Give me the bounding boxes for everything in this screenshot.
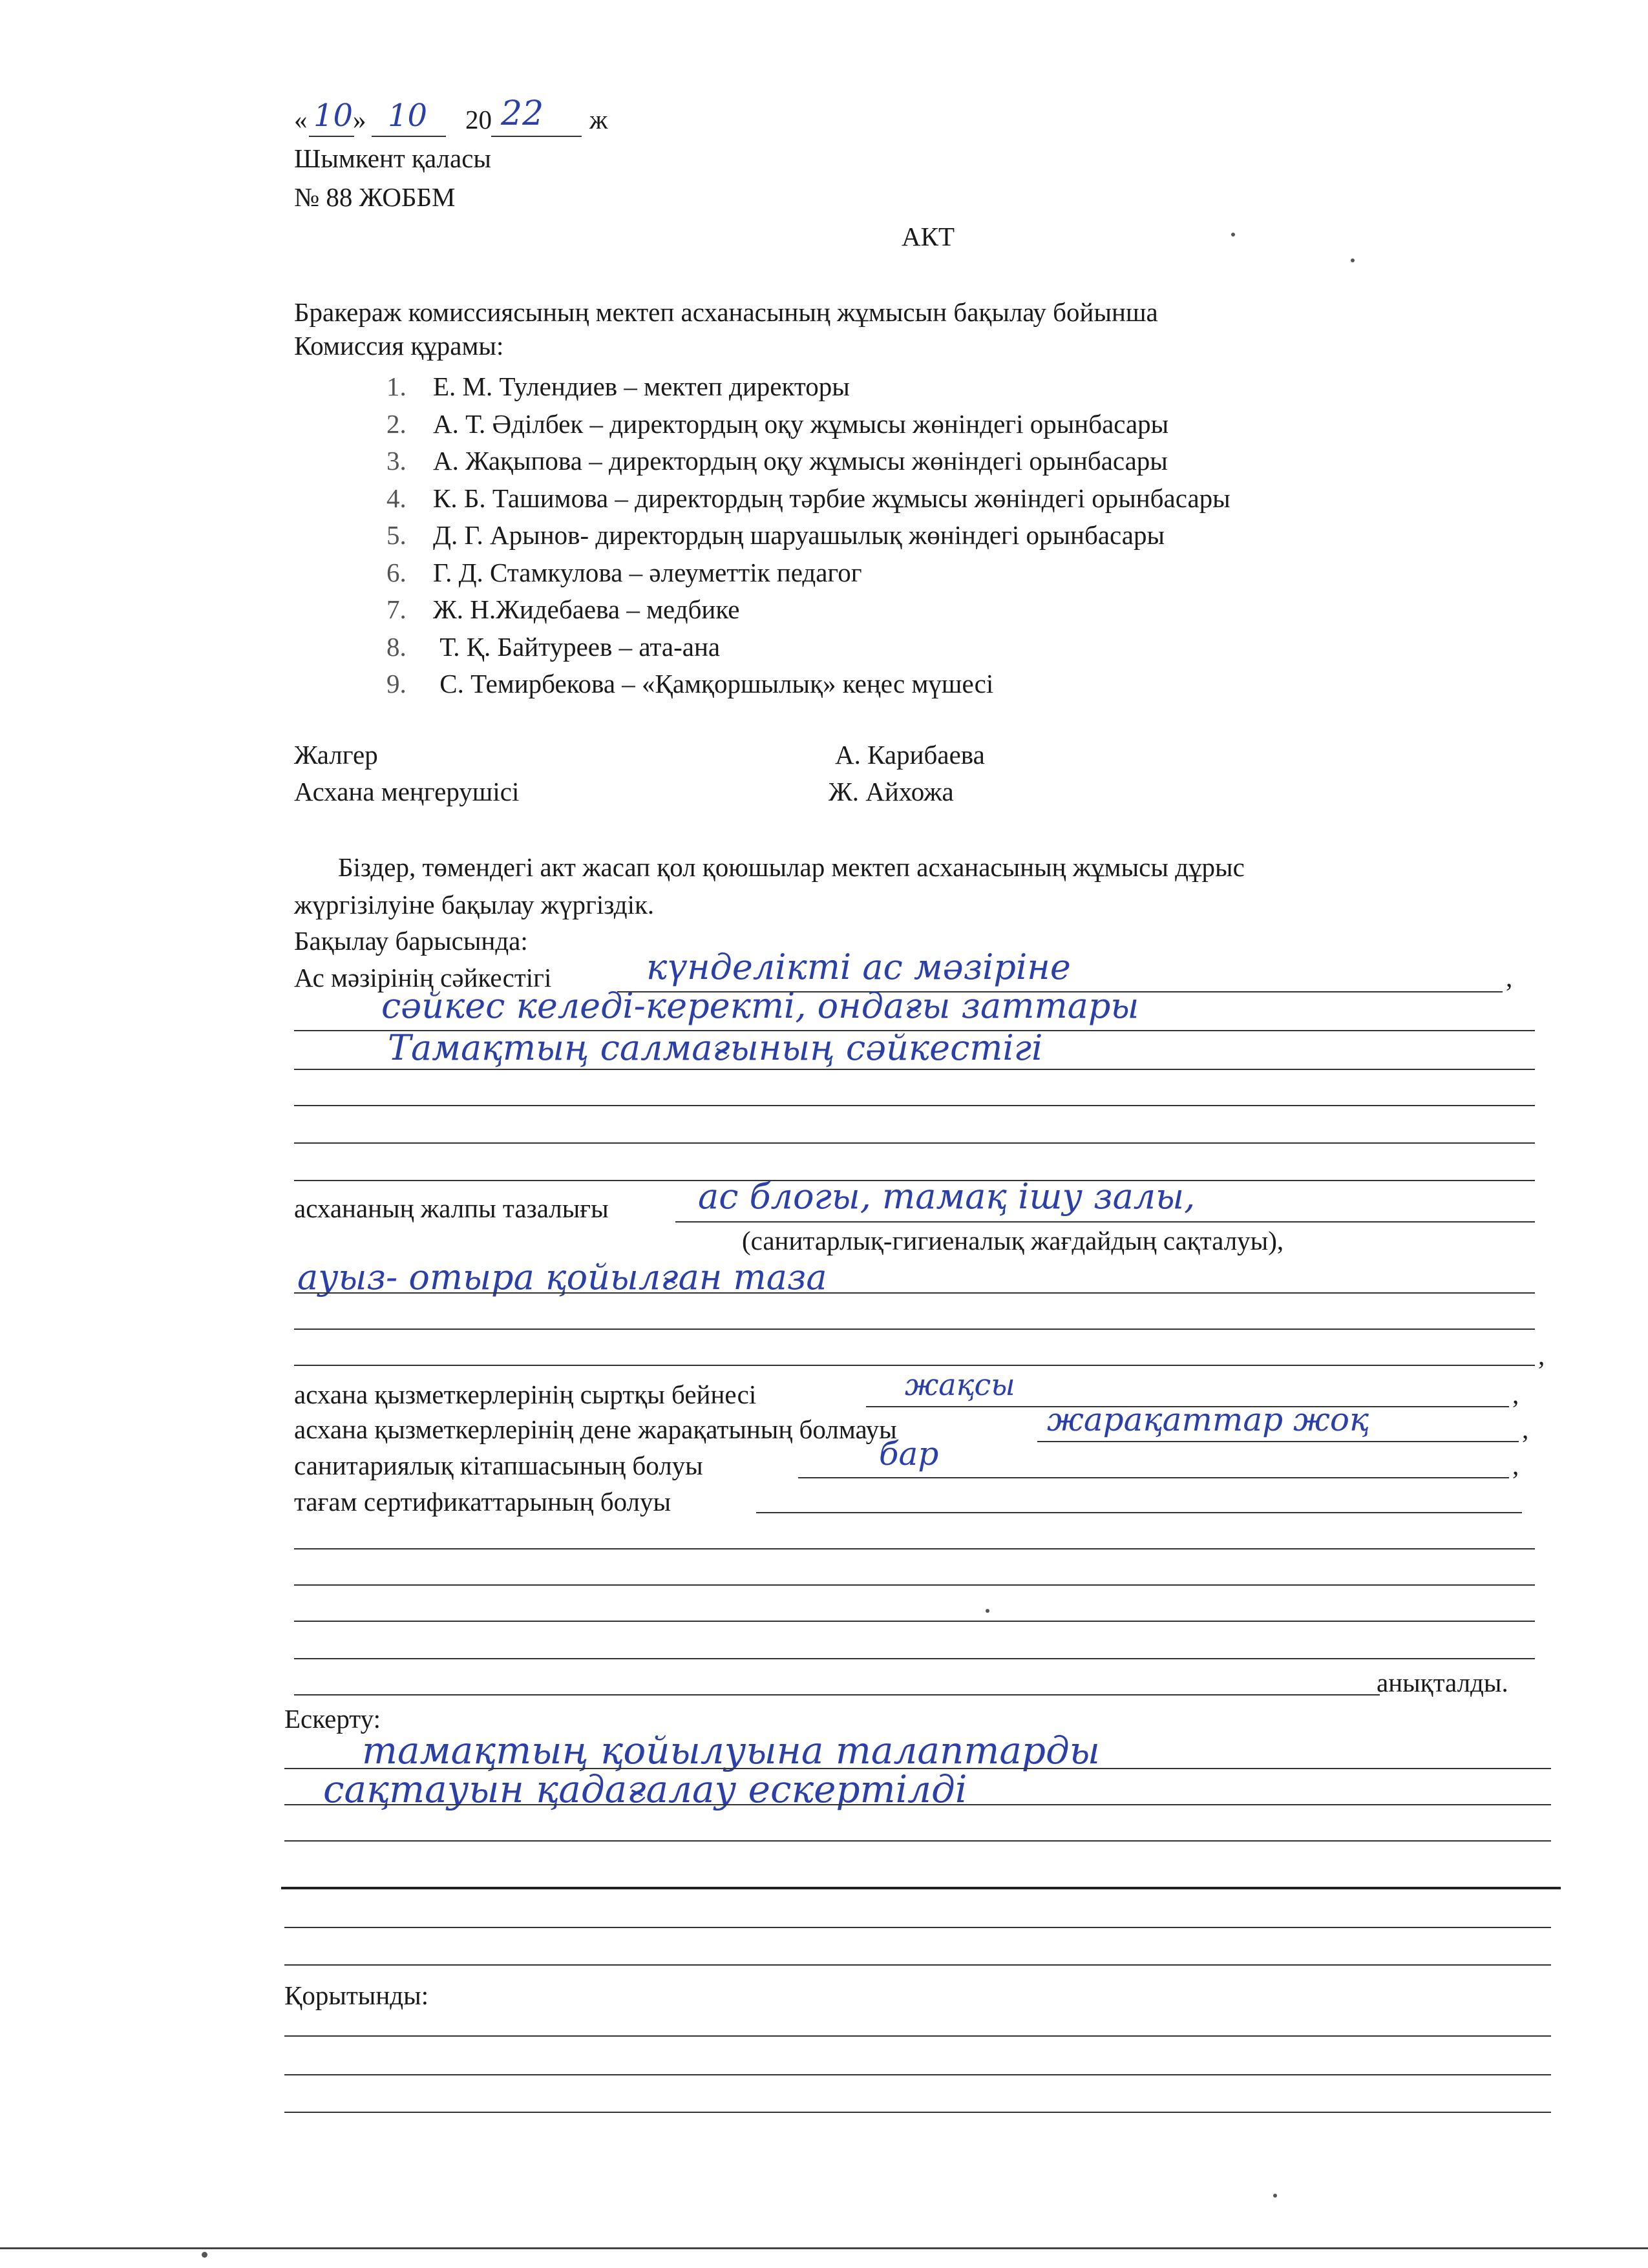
note-handwritten-2: сақтауын қадағалау ескертілді: [323, 1767, 967, 1811]
note-line-5: [284, 1927, 1551, 1928]
note-label: Ескерту:: [284, 1704, 381, 1734]
menu-compliance-handwritten-1: күнделікті ас мәзіріне: [646, 947, 1071, 987]
commission-member: [386, 668, 993, 699]
commission-member: [386, 557, 862, 588]
hygiene-line-4: [294, 1365, 1535, 1366]
note-line-4: [281, 1887, 1561, 1889]
hygiene-line-3: [294, 1328, 1535, 1330]
certificates-label: тағам сертификаттарының болуы: [294, 1487, 671, 1517]
menu-line-4: [294, 1105, 1535, 1106]
appearance-handwritten: жақсы: [905, 1367, 1015, 1402]
commission-member-number: 5.: [386, 520, 407, 550]
canteen-head-label: Асхана меңгерушісі: [294, 777, 520, 806]
body-line-2: жүргізілуіне бақылау жүргіздік.: [294, 890, 655, 919]
body-line-1: Біздер, төмендегі акт жасап қол қоюшылар мектеп асханасының жұмысы дұрыс: [338, 852, 1245, 882]
commission-member-number: 8.: [386, 631, 407, 662]
canteen-head-name: Ж. Айхожа: [829, 777, 954, 806]
hygiene-line-4-comma: ,: [1538, 1341, 1545, 1370]
date-day-underline: [309, 136, 354, 137]
certificates-line-1: [756, 1512, 1522, 1513]
commission-member-text: Д. Г. Арынов- директордың шаруашылық жөніндегі орынбасары: [433, 520, 1165, 550]
injury-comma: ,: [1522, 1414, 1529, 1444]
conclusion-line-1: [284, 2035, 1551, 2037]
date-day-handwritten: 10: [313, 98, 354, 134]
note-line-2: [284, 1804, 1551, 1805]
sanitary-book-handwritten: бар: [879, 1435, 939, 1473]
menu-line-3: [294, 1069, 1535, 1070]
hygiene-handwritten-2: ауыз- отыра қойылған таза: [297, 1257, 827, 1297]
hygiene-note: (санитарлық-гигиеналық жағдайдың сақталуы),: [742, 1226, 1284, 1255]
commission-member-number: 1.: [386, 372, 407, 401]
city-name: Шымкент қаласы: [294, 143, 491, 173]
body-line-3: Бақылау барысында:: [294, 926, 528, 956]
scan-speck: [1351, 258, 1355, 262]
commission-member-text: К. Б. Ташимова – директордың тәрбие жұмысы жөніндегі орынбасары: [433, 483, 1231, 513]
certificates-line-6: [294, 1694, 1380, 1696]
commission-member-text: Ж. Н.Жидебаева – медбике: [433, 594, 740, 624]
menu-line-1-comma: ,: [1506, 963, 1513, 992]
date-mid-quote: »: [353, 105, 366, 134]
note-line-3: [284, 1840, 1551, 1842]
date-year-handwritten: 22: [501, 94, 544, 133]
date-open-quote: «: [294, 105, 308, 134]
sanitary-book-line: [798, 1477, 1509, 1478]
commission-member-number: 7.: [386, 594, 407, 624]
determined-text: анықталды.: [1377, 1668, 1508, 1697]
injury-line: [1037, 1441, 1519, 1442]
tenant-label: Жалгер: [294, 740, 378, 770]
commission-member-text: С. Темирбекова – «Қамқоршылық» кеңес мүшесі: [433, 669, 994, 698]
scan-speck: [202, 2252, 207, 2258]
commission-member: [386, 445, 1168, 476]
date-year-underline: [491, 136, 582, 137]
menu-compliance-handwritten-3: Тамақтың салмағының сәйкестігі: [388, 1027, 1043, 1068]
conclusion-line-3: [284, 2112, 1551, 2113]
date-month-handwritten: 10: [388, 98, 428, 134]
commission-member-text: А. Жақыпова – директордың оқу жұмысы жөніндегі орынбасары: [433, 446, 1168, 476]
menu-compliance-handwritten-2: сәйкес келеді-керекті, ондағы заттары: [381, 985, 1139, 1026]
date-year-prefix: 20: [465, 105, 492, 134]
date-year-mark: ж: [589, 105, 608, 134]
certificates-line-5: [294, 1658, 1535, 1659]
scan-speck: [986, 1609, 989, 1613]
commission-member-text: Е. М. Тулендиев – мектеп директоры: [433, 372, 850, 401]
commission-member-number: 3.: [386, 446, 407, 476]
school-name: № 88 ЖОББМ: [294, 182, 456, 212]
sanitary-book-label: санитариялық кітапшасының болуы: [294, 1451, 703, 1480]
commission-label: Комиссия құрамы:: [294, 331, 504, 361]
commission-member: [386, 483, 1231, 514]
sanitary-book-comma: ,: [1512, 1451, 1519, 1480]
note-line-6: [284, 1964, 1551, 1966]
commission-member-number: 4.: [386, 483, 407, 513]
note-handwritten-1: тамақтың қойылуына талаптарды: [362, 1728, 1101, 1772]
commission-member-text: Г. Д. Стамкулова – әлеуметтік педагог: [433, 557, 862, 587]
conclusion-line-2: [284, 2074, 1551, 2075]
tenant-name: А. Карибаева: [835, 740, 985, 770]
injury-label: асхана қызметкерлерінің дене жарақатының болмауы: [294, 1414, 897, 1444]
certificates-line-3: [294, 1584, 1535, 1586]
commission-member: [386, 594, 739, 625]
commission-member: [386, 631, 720, 662]
commission-member-number: 9.: [386, 669, 407, 698]
scan-speck: [1273, 2194, 1277, 2198]
date-month-underline: [372, 136, 446, 137]
commission-member: [386, 408, 1168, 439]
hygiene-line-2: [294, 1292, 1535, 1294]
page-bottom-edge: [0, 2247, 1648, 2249]
conclusion-label: Қорытынды:: [284, 1980, 429, 2010]
menu-compliance-label: Ас мәзірінің сәйкестігі: [294, 963, 552, 992]
appearance-label: асхана қызметкерлерінің сыртқы бейнесі: [294, 1380, 757, 1409]
intro-text: Бракераж комиссиясының мектеп асханасының жұмысын бақылау бойынша: [294, 297, 1158, 327]
certificates-line-2: [294, 1548, 1535, 1549]
commission-member: [386, 371, 850, 402]
commission-member: [386, 520, 1165, 551]
scan-speck: [1231, 233, 1235, 236]
commission-member-number: 2.: [386, 408, 407, 439]
hygiene-label: асхананың жалпы тазалығы: [294, 1193, 609, 1223]
commission-member-text: А. Т. Әділбек – директордың оқу жұмысы жөніндегі орынбасары: [433, 408, 1169, 439]
certificates-line-4: [294, 1621, 1535, 1622]
injury-handwritten: жарақаттар жоқ: [1047, 1401, 1369, 1438]
hygiene-handwritten-1: ас блогы, тамақ ішу залы,: [698, 1176, 1196, 1217]
hygiene-line-1: [675, 1221, 1535, 1223]
appearance-comma: ,: [1512, 1380, 1519, 1409]
menu-line-5: [294, 1142, 1535, 1144]
document-title: АКТ: [902, 222, 955, 251]
commission-member-number: 6.: [386, 557, 407, 587]
commission-member-text: Т. Қ. Байтуреев – ата-ана: [433, 631, 721, 662]
